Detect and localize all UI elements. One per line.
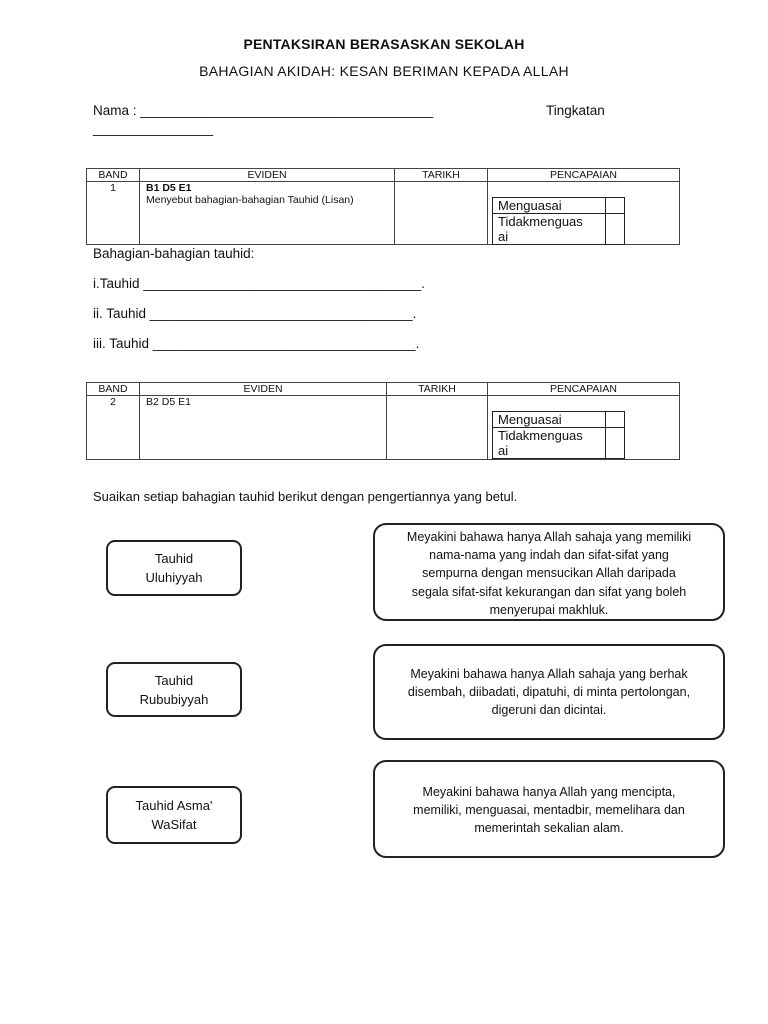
tidakmenguasai-checkbox[interactable] [606,214,625,245]
box-text-line: Rububiyyah [139,691,209,707]
band-1-description: Menyebut bahagian-bahagian Tauhid (Lisan) [146,194,354,206]
band-2-tarikh-cell[interactable] [387,396,488,460]
definition-box-1[interactable] [373,523,725,621]
definition-box-2[interactable] [373,644,725,740]
definition-line: Meyakini bahawa hanya Allah sahaja yang memiliki [406,530,692,544]
tauhid-uluhiyyah-box[interactable] [106,540,242,596]
tauhid-asma-wasifat-box[interactable] [106,786,242,844]
box-text-line: Tauhid [154,672,194,688]
tidakmenguasai-checkbox[interactable] [606,428,625,459]
definition-line: sempurna dengan mensucikan Allah daripada [422,566,676,581]
band-1-tarikh-cell[interactable] [395,182,488,245]
tingkatan-field[interactable]: ________________ [93,121,214,136]
definition-line: memerintah sekalian alam. [474,821,624,836]
box-text-line: Tauhid [154,551,194,566]
page-title: PENTAKSIRAN BERASASKAN SEKOLAH [243,36,525,52]
box-text-line: Uluhiyyah [145,570,203,585]
header-tarikh: TARIKH [395,169,488,182]
achievement-tidakmenguasai: Tidakmenguas [498,214,583,229]
achievement-tidakmenguasai: Tidakmenguas [498,428,583,443]
header-eviden: EVIDEN [140,169,395,182]
nama-field[interactable]: Nama : _______________________________________ [93,103,434,118]
menguasai-checkbox[interactable] [606,412,625,428]
section-1-heading: Bahagian-bahagian tauhid: [93,246,255,261]
band-2-code: B2 D5 E1 [140,396,387,460]
definition-line: digeruni dan dicintai. [491,703,607,718]
header-eviden: EVIDEN [140,383,387,396]
definition-box-3[interactable] [373,760,725,858]
definition-line: Meyakini bahawa hanya Allah sahaja yang berhak [410,667,688,681]
header-tarikh: TARIKH [387,383,488,396]
band-2-number: 2 [87,396,140,460]
band-1-code: B1 D5 E1 [146,182,192,194]
achievement-menguasai: Menguasai [493,198,606,214]
header-band: BAND [87,169,140,182]
tauhid-line-2[interactable]: ii. Tauhid ___________________________________. [93,306,417,321]
achievement-tidakmenguasai-cont: ai [498,229,509,244]
definition-line: memiliki, menguasai, mentadbir, memelihara dan [413,803,685,818]
definition-line: segala sifat-sifat kekurangan dan sifat yang boleh [411,584,687,599]
achievement-tidakmenguasai-cont: ai [498,443,509,458]
tauhid-rububiyyah-box[interactable] [106,662,242,717]
header-band: BAND [87,383,140,396]
box-text-line: Tauhid Asma' [135,798,213,813]
definition-line: menyerupai makhluk. [489,602,609,617]
tauhid-line-3[interactable]: iii. Tauhid ___________________________________. [93,336,420,351]
definition-line: disembah, diibadati, dipatuhi, di minta pertolongan, [407,685,691,700]
tingkatan-label: Tingkatan [546,103,605,118]
header-pencapaian: PENCAPAIAN [488,383,680,396]
header-pencapaian: PENCAPAIAN [488,169,680,182]
band-1-achievement-box [492,197,625,245]
section-2-instruction: Suaikan setiap bahagian tauhid berikut dengan pengertiannya yang betul. [93,489,518,504]
band-1-number: 1 [87,182,140,245]
menguasai-checkbox[interactable] [606,198,625,214]
definition-line: nama-nama yang indah dan sifat-sifat yang [429,548,669,563]
band-2-achievement-box [492,411,625,459]
definition-line: Meyakini bahawa hanya Allah yang mencipta, [422,785,676,799]
box-text-line: WaSifat [151,817,197,832]
page-subtitle: BAHAGIAN AKIDAH: KESAN BERIMAN KEPADA ALLAH [199,63,569,79]
achievement-menguasai: Menguasai [493,412,606,428]
tauhid-line-1[interactable]: i.Tauhid _____________________________________. [93,276,425,291]
